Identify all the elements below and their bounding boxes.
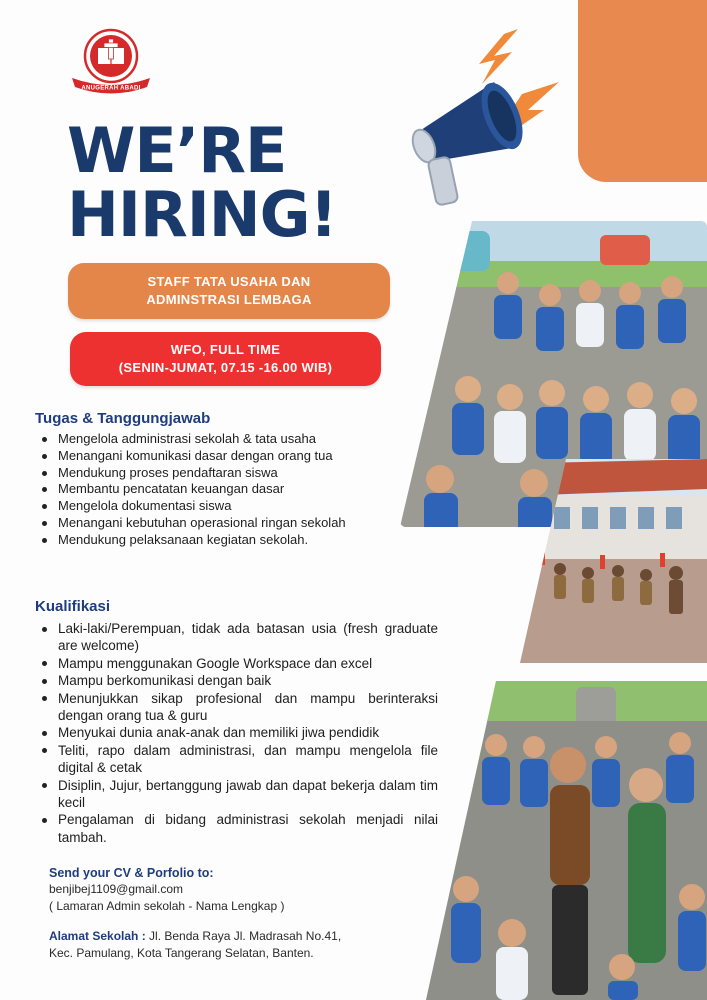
- decorative-orange-block: [578, 0, 707, 182]
- address-line-1: [49, 929, 341, 943]
- schedule-line-2: (SENIN-JUMAT, 07.15 -16.00 WIB): [118, 360, 333, 375]
- address-street: Jl. Benda Raya Jl. Madrasah No.41,: [149, 929, 342, 943]
- position-line-2: ADMINSTRASI LEMBAGA: [146, 292, 312, 307]
- schedule-banner: [70, 332, 381, 386]
- duties-list: [35, 431, 361, 549]
- qualifications-list: [35, 620, 438, 846]
- list-item: Menyukai dunia anak-anak dan memiliki jiwa pendidik: [35, 724, 438, 741]
- address-line-2: Kec. Pamulang, Kota Tangerang Selatan, Banten.: [49, 946, 314, 960]
- position-banner: [68, 263, 390, 319]
- list-item: Mendukung proses pendaftaran siswa: [35, 465, 361, 482]
- list-item: Disiplin, Jujur, bertanggung jawab dan dapat bekerja dalam tim kecil: [35, 777, 438, 812]
- list-item: Menangani komunikasi dasar dengan orang tua: [35, 448, 361, 465]
- list-item: Membantu pencatatan keuangan dasar: [35, 481, 361, 498]
- cv-title: Send your CV & Porfolio to:: [49, 866, 214, 880]
- list-item: Mendukung pelaksanaan kegiatan sekolah.: [35, 532, 361, 549]
- headline-were: WE’RE: [67, 114, 287, 187]
- school-logo: [68, 28, 154, 98]
- teachers-students-photo: [426, 681, 707, 1000]
- list-item: Mengelola dokumentasi siswa: [35, 498, 361, 515]
- contact-email-link[interactable]: benjibej1109@gmail.com: [49, 882, 184, 896]
- megaphone-icon: [394, 24, 564, 214]
- list-item: Menangani kebutuhan operasional ringan sekolah: [35, 515, 361, 532]
- position-line-1: STAFF TATA USAHA DAN: [147, 274, 311, 289]
- list-item: Mampu menggunakan Google Workspace dan excel: [35, 655, 438, 672]
- logo-text: ANUGERAH ABADI: [81, 85, 141, 92]
- schedule-line-1: WFO, FULL TIME: [170, 342, 281, 357]
- headline-hiring: HIRING!: [67, 178, 337, 251]
- list-item: Mengelola administrasi sekolah & tata usaha: [35, 431, 361, 448]
- duties-title: Tugas & Tanggungjawab: [35, 410, 211, 427]
- list-item: Menunjukkan sikap profesional dan mampu berinteraksi dengan orang tua & guru: [35, 690, 438, 725]
- list-item: Teliti, rapo dalam administrasi, dan mampu mengelola file digital & cetak: [35, 742, 438, 777]
- application-subject-note: ( Lamaran Admin sekolah - Nama Lengkap ): [49, 899, 285, 913]
- list-item: Laki-laki/Perempuan, tidak ada batasan usia (fresh graduate are welcome): [35, 620, 438, 655]
- list-item: Mampu berkomunikasi dengan baik: [35, 672, 438, 689]
- address-label: Alamat Sekolah :: [49, 929, 146, 943]
- qualifications-title: Kualifikasi: [35, 598, 111, 615]
- list-item: Pengalaman di bidang administrasi sekolah menjadi nilai tambah.: [35, 811, 438, 846]
